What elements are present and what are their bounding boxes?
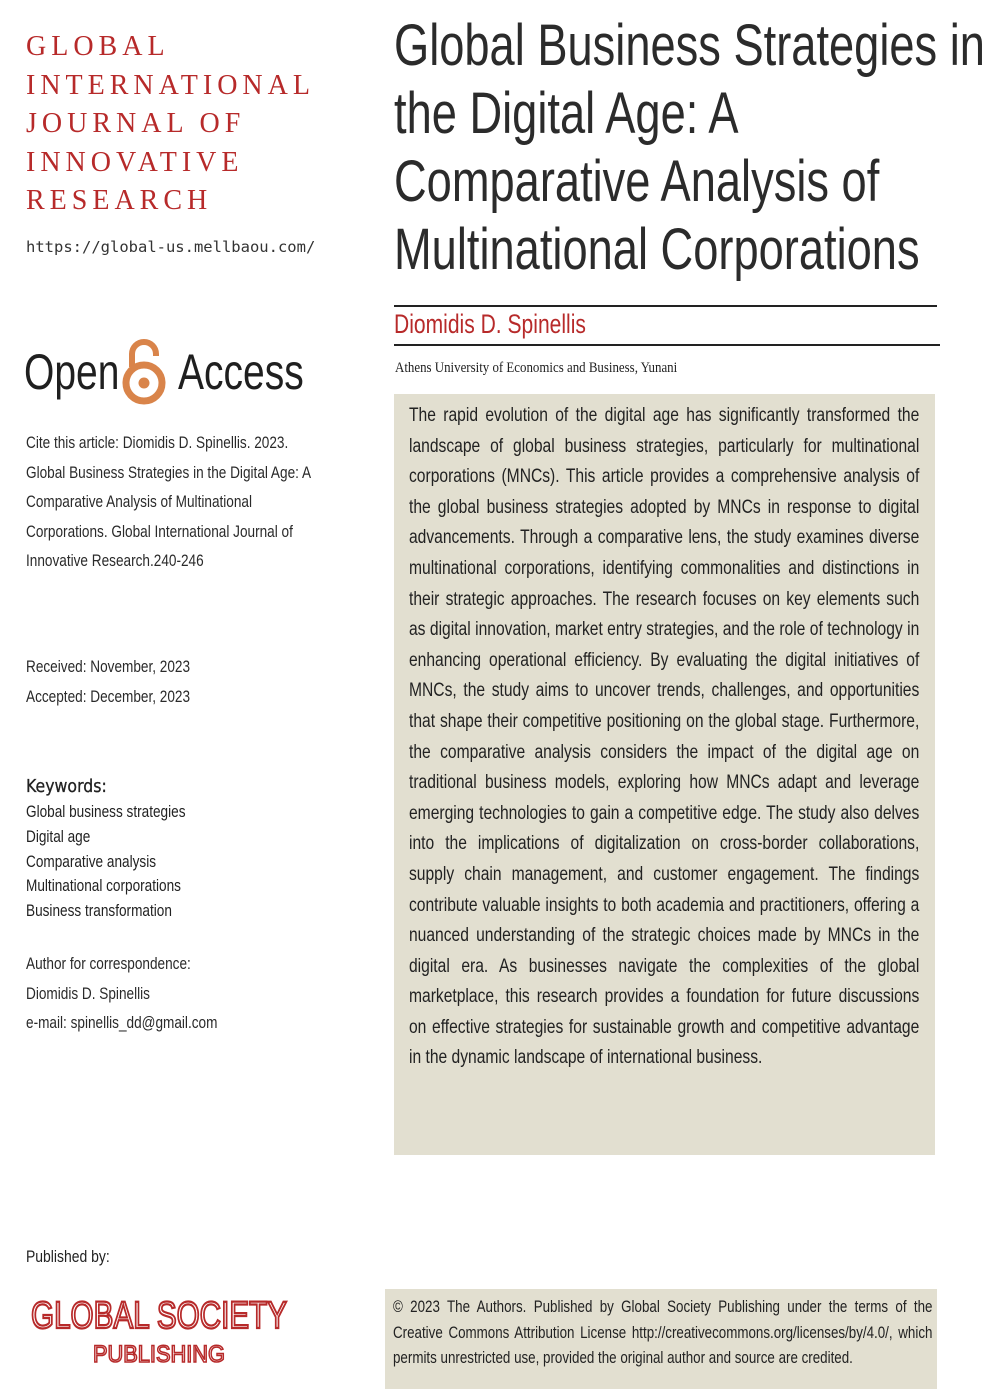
open-access-word-access: Access [178, 344, 304, 400]
license-box [385, 1289, 937, 1389]
keyword-item: Comparative analysis [26, 851, 157, 871]
correspondence-name: Diomidis D. Spinellis [26, 983, 150, 1003]
keyword-item: Multinational corporations [26, 876, 181, 896]
author-name: Diomidis D. Spinellis [394, 309, 586, 339]
publisher-logo-line2: PUBLISHING [93, 1341, 225, 1368]
keyword-item: Global business strategies [26, 802, 186, 821]
keyword-item: Business transformation [26, 901, 172, 921]
open-access-badge [24, 336, 308, 408]
journal-name-line: JOURNAL OF [26, 108, 246, 139]
abstract-box [394, 394, 935, 1155]
publisher-logo [28, 1292, 290, 1372]
article-title-line: Global Business Strategies in [394, 13, 985, 78]
dates-block [26, 652, 190, 711]
author-rule-top [394, 305, 937, 307]
accepted-date: Accepted: December, 2023 [26, 686, 191, 706]
author-rule-bottom [394, 344, 940, 346]
journal-name [26, 28, 366, 221]
correspondence-email[interactable]: e-mail: spinellis_dd@gmail.com [26, 1013, 218, 1032]
citation-line: Innovative Research.240-246 [26, 551, 204, 570]
journal-name-line: RESEARCH [26, 185, 213, 216]
keyword-item: Digital age [26, 826, 91, 846]
journal-name-line: INTERNATIONAL [26, 69, 315, 101]
published-by-label: Published by: [26, 1247, 110, 1266]
keywords-title: Keywords: [26, 777, 107, 797]
keywords-list [26, 800, 186, 924]
received-date: Received: November, 2023 [26, 657, 191, 676]
open-access-word-open: Open [24, 344, 120, 400]
journal-name-line: INNOVATIVE [26, 146, 244, 178]
article-title-line: the Digital Age: A [394, 81, 739, 146]
correspondence-label: Author for correspondence: [26, 954, 191, 973]
license-text: © 2023 The Authors. Published by Global Society Publishing under the terms of the Creative Commons Attribution License http://creativecommons.org/licenses/by/4.0/, which permits unrestricted use, provided the original author and source are credited. [393, 1298, 933, 1367]
citation-line: Comparative Analysis of Multinational [26, 492, 253, 511]
article-title-line: Comparative Analysis of [394, 149, 880, 214]
correspondence-block [26, 949, 217, 1038]
journal-name-line: GLOBAL [26, 31, 170, 62]
citation-line: Corporations. Global International Journal of [26, 521, 293, 541]
publisher-logo-line1: GLOBAL SOCIETY [31, 1295, 287, 1337]
abstract-text: The rapid evolution of the digital age has significantly transformed the landscape of global business strategies, particularly for multinational corporations (MNCs). This article provides a comprehensive analysis of the global business strategies adopted by MNCs in response to digital advancements. Through a comparative lens, the study examines diverse multinational corporations, identifying commonalities and distinctions in their strategic approaches. The research focuses on key elements such as digital innovation, market entry strategies, and the role of technology in enhancing operational efficiency. By evaluating the digital initiatives of MNCs, the study aims to uncover trends, challenges, and opportunities that shape their competitive positioning on the global stage. Furthermore, the comparative analysis considers the impact of the digital age on traditional business models, exploring how MNCs adapt and leverage emerging technologies to gain a competitive edge. The study also delves into the implications of digitalization on cross-border collaborations, supply chain management, and customer engagement. The findings contribute valuable insights to both academia and practitioners, offering a nuanced understanding of the strategic choices made by MNCs in the digital era. As businesses navigate the complexities of the global marketplace, this research provides a foundation for future discussions on effective strategies for sustainable growth and competitive advantage in the dynamic landscape of international business. [409, 405, 920, 1069]
journal-url-link[interactable]: https://global-us.mellbaou.com/ [26, 238, 316, 256]
citation-block [26, 428, 311, 576]
article-title-line: Multinational Corporations [394, 217, 920, 282]
citation-line: Cite this article: Diomidis D. Spinellis. 2023. [26, 433, 289, 452]
article-title [394, 12, 985, 284]
open-access-lock-icon [120, 337, 168, 407]
author-affiliation: Athens University of Economics and Business, Yunani [395, 360, 678, 376]
citation-line: Global Business Strategies in the Digital Age: A [26, 462, 312, 482]
